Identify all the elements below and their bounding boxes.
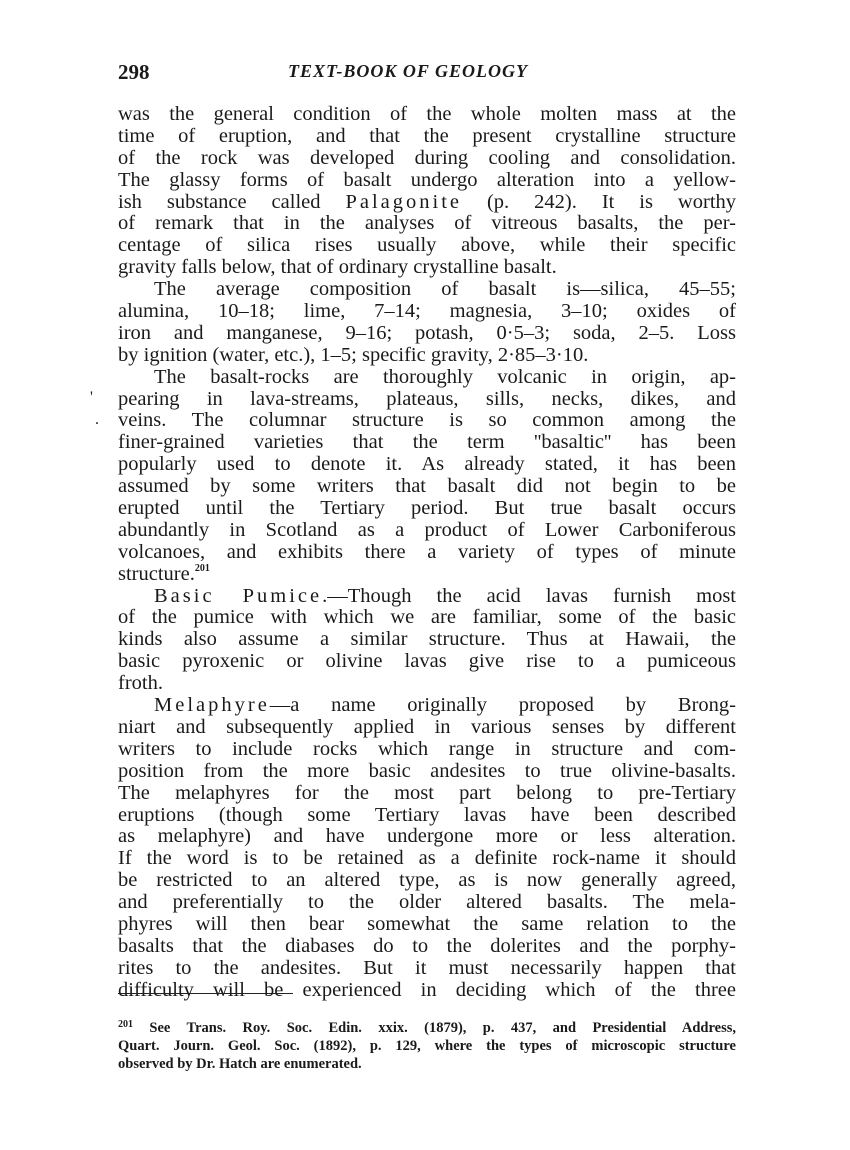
text-line: by ignition (water, etc.), 1–5; specific gravity, 2·85–3·10. (118, 343, 589, 366)
running-title: TEXT-BOOK OF GEOLOGY (288, 61, 529, 81)
text-line: kinds also assume a similar structure. Thus at Hawaii, the (118, 628, 736, 651)
margin-speck: . (95, 411, 99, 428)
text-line: of the pumice with which we are familiar, some of the basic (118, 606, 736, 629)
text-line: erupted until the Tertiary period. But true basalt occurs (118, 497, 736, 520)
body-text (118, 104, 736, 1002)
text-line: If the word is to be retained as a definite rock-name it should (118, 847, 736, 870)
text-line: froth. (118, 672, 163, 695)
text-line: was the general condition of the whole molten mass at the (118, 103, 736, 125)
text-line: abundantly in Scotland as a product of Lower Carboniferous (118, 518, 736, 541)
footnote (118, 1019, 736, 1073)
text-line: gravity falls below, that of ordinary crystalline basalt. (118, 256, 557, 279)
text-line: phyres will then bear somewhat the same relation to the (118, 912, 736, 935)
text-line: and preferentially to the older altered basalts. The mela- (118, 891, 736, 914)
text-line: pearing in lava-streams, plateaus, sills, necks, dikes, and (118, 387, 736, 410)
text-line (118, 586, 736, 608)
footnote-reference: 201 (194, 562, 210, 574)
text-segment: structure. (118, 562, 195, 585)
text-line (118, 564, 736, 586)
text-line: The average composition of basalt is—silica, 45–55; (154, 278, 736, 301)
text-line: finer-grained varieties that the term ''basaltic'' has been (118, 431, 736, 454)
text-line: assumed by some writers that basalt did not begin to be (118, 475, 736, 498)
text-line: The basalt-rocks are thoroughly volcanic in origin, ap- (154, 365, 736, 388)
footnote-rule (118, 993, 293, 994)
footnote-segment: See Trans. Roy. Soc. Edin. xxix. (1879), p. 437, and Presidential Address, (149, 1020, 737, 1036)
text-line: of the rock was developed during cooling and consolidation. (118, 146, 736, 169)
term-basic-pumice: Basic Pumice (154, 584, 323, 607)
text-line: of remark that in the analyses of vitreous basalts, the per- (118, 212, 736, 235)
footnote-line (118, 1019, 736, 1037)
text-segment: (p. 242). It is worthy (486, 190, 737, 213)
text-line: iron and manganese, 9–16; potash, 0·5–3; soda, 2–5. Loss (118, 321, 736, 344)
term-melaphyre: Melaphyre (154, 694, 270, 717)
text-line: be restricted to an altered type, as is now generally agreed, (118, 869, 736, 892)
text-line: as melaphyre) and have undergone more or less alteration. (118, 825, 736, 848)
text-line: eruptions (though some Tertiary lavas have been described (118, 803, 736, 826)
text-segment: —a name originally proposed by Brong- (269, 694, 736, 717)
text-line: volcanoes, and exhibits there a variety of types of minute (118, 540, 736, 563)
text-line (118, 695, 736, 717)
page-header (118, 60, 736, 90)
text-line: The glassy forms of basalt undergo alteration into a yellow- (118, 168, 736, 191)
text-line: popularly used to denote it. As already stated, it has been (118, 453, 736, 476)
text-line: basalts that the diabases do to the dolerites and the porphy- (118, 934, 736, 957)
footnote-line: Quart. Journ. Geol. Soc. (1892), p. 129, where the types of microscopic structure (118, 1038, 736, 1054)
text-line: writers to include rocks which range in structure and com- (118, 737, 736, 760)
page-number: 298 (118, 60, 150, 84)
text-line: centage of silica rises usually above, while their specific (118, 234, 736, 257)
text-line: difficulty will be experienced in deciding which of the three (118, 978, 736, 1001)
text-segment: ish substance called (118, 190, 321, 213)
text-line: time of eruption, and that the present crystalline structure (118, 124, 736, 147)
text-line: rites to the andesites. But it must necessarily happen that (118, 956, 736, 979)
footnote-line: observed by Dr. Hatch are enumerated. (118, 1056, 362, 1072)
text-segment: .—Though the acid lavas furnish most (322, 584, 736, 607)
footnote-marker: 201 (118, 1019, 133, 1030)
margin-speck: ' (90, 389, 93, 406)
text-line: veins. The columnar structure is so common among the (118, 409, 736, 432)
text-line: position from the more basic andesites to true olivine-basalts. (118, 759, 736, 782)
text-line: basic pyroxenic or olivine lavas give rise to a pumiceous (118, 650, 736, 673)
term-palagonite: Palagonite (345, 190, 463, 213)
text-line: alumina, 10–18; lime, 7–14; magnesia, 3–10; oxides of (118, 300, 736, 323)
text-line: The melaphyres for the most part belong to pre-Tertiary (118, 781, 736, 804)
text-line: niart and subsequently applied in various senses by different (118, 715, 736, 738)
text-line (118, 192, 736, 214)
